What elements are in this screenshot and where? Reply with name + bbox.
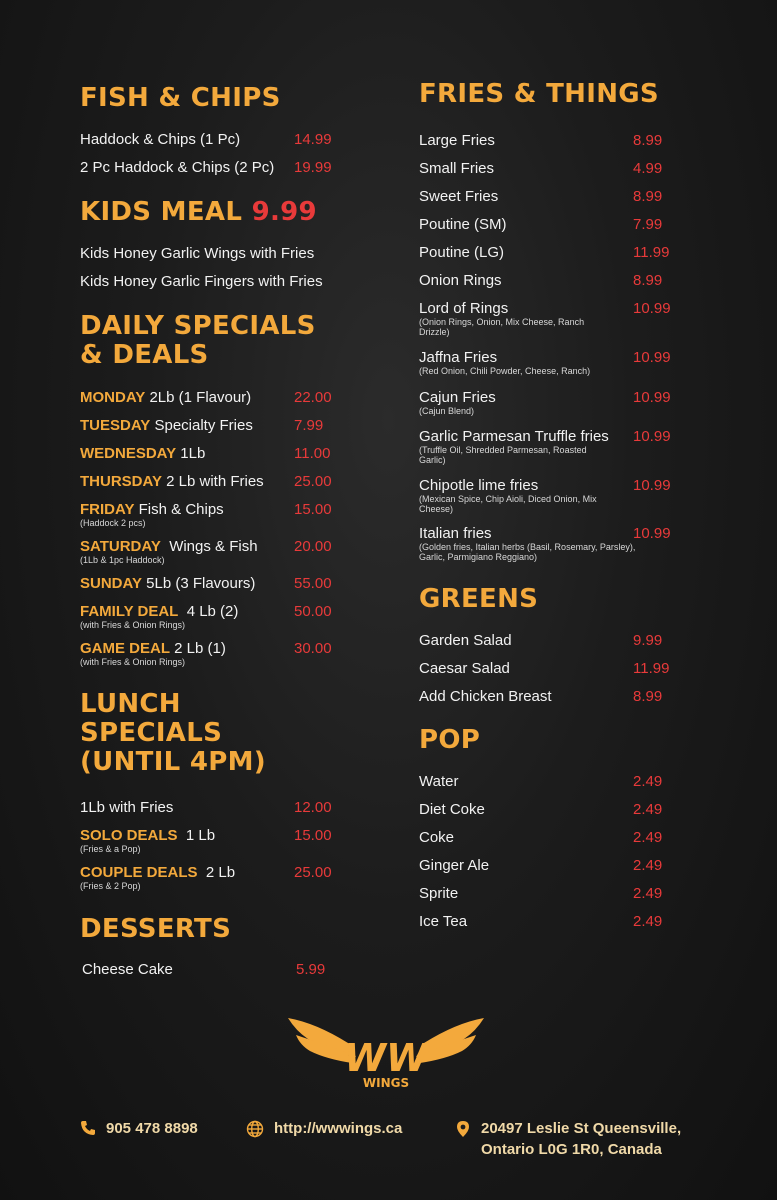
website-url: http://wwwings.ca	[274, 1120, 403, 1137]
desserts-heading: DESSERTS	[80, 914, 232, 944]
menu-item	[419, 829, 669, 847]
wings-logo-graphic	[286, 1013, 486, 1095]
item-note: (with Fries & Onion Rings)	[80, 657, 186, 667]
item-price: 14.99	[294, 131, 332, 148]
logo-subtext: WINGS	[362, 1076, 410, 1090]
item-note: (Cajun Blend)	[419, 406, 475, 416]
special-text: 2Lb (1 Flavour)	[145, 389, 252, 406]
menu-item	[419, 389, 669, 416]
menu-item	[419, 428, 669, 465]
special-text: 5Lb (3 Flavours)	[141, 575, 256, 592]
item-name: Jaffna Fries	[419, 349, 498, 366]
heading-line: & DEALS	[80, 340, 209, 370]
pop-heading: POP	[419, 725, 481, 755]
item-price: 10.99	[633, 525, 671, 542]
item-price: 7.99	[294, 417, 324, 434]
kids-meal-price: 9.99	[251, 197, 317, 227]
item-price: 10.99	[633, 428, 671, 445]
item-name: Onion Rings	[419, 272, 502, 289]
special-item	[80, 473, 350, 491]
logo-text: WW	[344, 1036, 428, 1080]
item-price: 8.99	[633, 132, 663, 149]
item-price: 19.99	[294, 159, 332, 176]
menu-item	[419, 272, 669, 290]
item-price: 15.00	[294, 501, 332, 518]
item-price: 2.49	[633, 857, 663, 874]
item-name: Kids Honey Garlic Fingers with Fries	[80, 273, 323, 290]
special-day: THURSDAY	[80, 473, 162, 490]
kids-meal-title: KIDS MEAL	[80, 197, 243, 227]
fish-chips-heading: FISH & CHIPS	[80, 83, 281, 113]
kids-meal-heading	[80, 198, 317, 227]
item-price: 15.00	[294, 827, 332, 844]
item-note: (Red Onion, Chili Powder, Cheese, Ranch)	[419, 366, 591, 376]
location-pin-icon	[455, 1120, 471, 1138]
item-price: 10.99	[633, 477, 671, 494]
item-price: 11.99	[633, 244, 670, 261]
menu-item	[419, 913, 669, 931]
menu-item	[419, 885, 669, 903]
item-name: Ginger Ale	[419, 857, 490, 874]
menu-item	[419, 632, 669, 650]
special-day: COUPLE DEALS	[80, 864, 198, 881]
lunch-specials-heading	[80, 690, 266, 777]
wings-logo	[286, 1013, 486, 1095]
item-name: Add Chicken Breast	[419, 688, 552, 705]
phone-icon	[80, 1120, 96, 1136]
special-item	[80, 575, 350, 593]
item-price: 2.49	[633, 913, 663, 930]
menu-item	[419, 801, 669, 819]
special-day: TUESDAY	[80, 417, 151, 434]
menu-item	[419, 132, 669, 150]
item-price: 25.00	[294, 473, 332, 490]
greens-heading: GREENS	[419, 584, 539, 614]
item-price: 2.49	[633, 773, 663, 790]
special-item	[80, 538, 350, 565]
fries-heading: FRIES & THINGS	[419, 79, 659, 109]
item-name: Sweet Fries	[419, 188, 499, 205]
special-text: 2 Lb with Fries	[161, 473, 264, 490]
heading-line: SPECIALS	[80, 718, 223, 748]
heading-line: (UNTIL 4PM)	[80, 747, 266, 777]
menu-item	[419, 477, 669, 514]
heading-line: LUNCH	[80, 689, 181, 719]
item-note: (Haddock 2 pcs)	[80, 518, 146, 528]
item-name: Poutine (SM)	[419, 216, 507, 233]
special-day: MONDAY	[80, 389, 146, 406]
special-day: WEDNESDAY	[80, 445, 177, 462]
menu-item	[419, 244, 669, 262]
item-price: 8.99	[633, 688, 663, 705]
item-name: Garden Salad	[419, 632, 512, 649]
item-name: Haddock & Chips (1 Pc)	[80, 131, 241, 148]
item-price: 5.99	[296, 961, 326, 978]
item-price: 2.49	[633, 801, 663, 818]
item-price: 22.00	[294, 389, 332, 406]
item-name: Coke	[419, 829, 455, 846]
special-text: 4 Lb (2)	[178, 603, 239, 620]
address-line: 20497 Leslie St Queensville,	[481, 1120, 682, 1137]
item-name: Sprite	[419, 885, 459, 902]
menu-item	[419, 525, 669, 562]
special-text: 2 Lb (1)	[170, 640, 226, 657]
item-name: Poutine (LG)	[419, 244, 505, 261]
item-name: Garlic Parmesan Truffle fries	[419, 428, 609, 445]
daily-specials-heading	[80, 312, 316, 370]
special-text: Fish & Chips	[134, 501, 224, 518]
item-price: 20.00	[294, 538, 332, 555]
address-text	[481, 1118, 681, 1160]
menu-item	[419, 188, 669, 206]
item-name: Chipotle lime fries	[419, 477, 539, 494]
item-note: (Golden fries, Italian herbs (Basil, Rosemary, Parsley), Garlic, Parmigiano Reggiano)	[419, 542, 636, 562]
special-item	[80, 640, 350, 667]
phone-number: 905 478 8898	[106, 1120, 198, 1137]
special-item	[80, 864, 350, 891]
item-note: (Fries & 2 Pop)	[80, 881, 141, 891]
item-price: 8.99	[633, 272, 663, 289]
item-price: 55.00	[294, 575, 332, 592]
item-name: Cajun Fries	[419, 389, 496, 406]
item-name: Italian fries	[419, 525, 492, 542]
special-item	[80, 827, 350, 854]
item-price: 50.00	[294, 603, 332, 620]
heading-line: DAILY SPECIALS	[80, 311, 316, 341]
item-price: 11.00	[294, 445, 331, 462]
item-price: 10.99	[633, 349, 671, 366]
special-item	[80, 799, 350, 817]
menu-item	[419, 160, 669, 178]
phone-contact[interactable]	[80, 1118, 198, 1139]
special-day: SOLO DEALS	[80, 827, 178, 844]
special-item	[80, 445, 350, 463]
item-price: 9.99	[633, 632, 663, 649]
item-note: (1Lb & 1pc Haddock)	[80, 555, 165, 565]
item-price: 2.49	[633, 885, 663, 902]
menu-item	[80, 273, 370, 291]
menu-item	[80, 245, 370, 263]
special-item	[80, 501, 350, 528]
special-text: 2 Lb	[197, 864, 236, 881]
special-item	[80, 603, 350, 630]
item-name: Water	[419, 773, 459, 790]
globe-icon	[246, 1120, 264, 1138]
special-item	[80, 417, 350, 435]
special-day: GAME DEAL	[80, 640, 170, 657]
website-link[interactable]	[246, 1118, 402, 1139]
item-name: Ice Tea	[419, 913, 468, 930]
item-name: Small Fries	[419, 160, 495, 177]
item-price: 30.00	[294, 640, 332, 657]
item-name: Cheese Cake	[82, 961, 173, 978]
menu-item	[80, 159, 350, 177]
special-text: 1Lb	[176, 445, 206, 462]
special-text: 1 Lb	[177, 827, 216, 844]
item-price: 8.99	[633, 188, 663, 205]
item-note: (Mexican Spice, Chip Aioli, Diced Onion, Mix Cheese)	[419, 494, 597, 514]
menu-item	[419, 773, 669, 791]
item-price: 2.49	[633, 829, 663, 846]
menu-item	[82, 961, 352, 979]
menu-item	[419, 349, 669, 376]
item-note: (Fries & a Pop)	[80, 844, 141, 854]
special-text: 1Lb with Fries	[80, 799, 174, 816]
address-line: Ontario L0G 1R0, Canada	[481, 1141, 662, 1158]
menu-item	[419, 688, 669, 706]
menu-item	[419, 857, 669, 875]
item-name: Diet Coke	[419, 801, 485, 818]
item-name: Kids Honey Garlic Wings with Fries	[80, 245, 315, 262]
item-note: (Truffle Oil, Shredded Parmesan, Roasted Garlic)	[419, 445, 587, 465]
item-price: 11.99	[633, 660, 670, 677]
item-name: 2 Pc Haddock & Chips (2 Pc)	[80, 159, 275, 176]
item-price: 7.99	[633, 216, 663, 233]
item-price: 10.99	[633, 389, 671, 406]
special-day: FRIDAY	[80, 501, 135, 518]
item-note: (Onion Rings, Onion, Mix Cheese, Ranch Drizzle)	[419, 317, 585, 337]
item-price: 12.00	[294, 799, 332, 816]
item-name: Lord of Rings	[419, 300, 509, 317]
item-price: 10.99	[633, 300, 671, 317]
item-price: 25.00	[294, 864, 332, 881]
item-price: 4.99	[633, 160, 663, 177]
menu-item	[419, 216, 669, 234]
special-day: SUNDAY	[80, 575, 142, 592]
item-name: Large Fries	[419, 132, 495, 149]
special-day: SATURDAY	[80, 538, 161, 555]
special-day: FAMILY DEAL	[80, 603, 179, 620]
item-name: Caesar Salad	[419, 660, 510, 677]
menu-item	[80, 131, 350, 149]
address-contact[interactable]	[455, 1118, 681, 1160]
menu-item	[419, 660, 669, 678]
special-text: Specialty Fries	[150, 417, 253, 434]
menu-item	[419, 300, 669, 337]
special-text: Wings & Fish	[160, 538, 258, 555]
special-item	[80, 389, 350, 407]
item-note: (with Fries & Onion Rings)	[80, 620, 186, 630]
